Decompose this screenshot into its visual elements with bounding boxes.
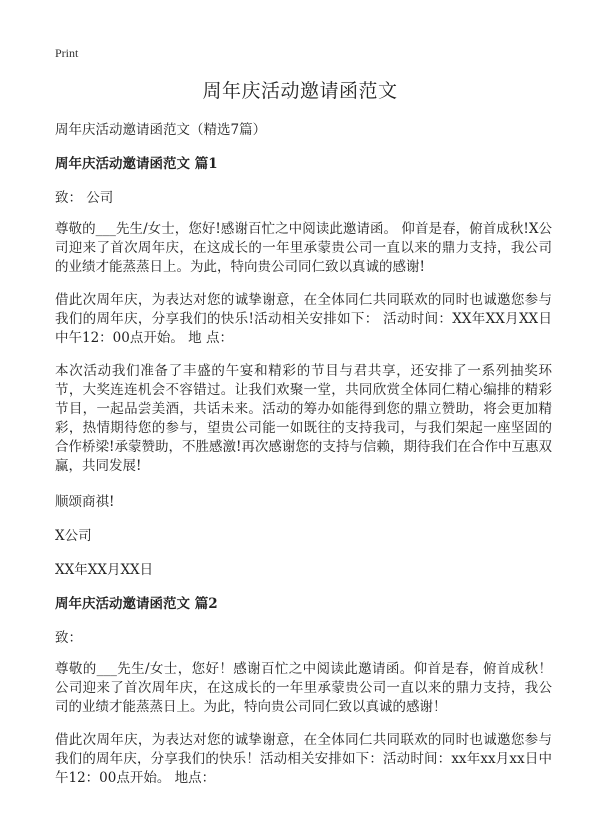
section-heading: 周年庆活动邀请函范文 篇1 <box>55 156 218 172</box>
signature: X公司 <box>55 528 92 544</box>
greeting: 致： <box>55 630 82 646</box>
print-link[interactable]: Print <box>55 46 79 60</box>
paragraph: 借此次周年庆，为表达对您的诚挚谢意，在全体同仁共同联欢的同时也诚邀您参与我们的周年庆，分享我们的快乐！活动相关安排如下：活动时间：xx年xx月xx日中午12：00点开始。 地点： <box>55 732 552 786</box>
document-body <box>55 118 552 802</box>
closing: 顺颂商祺! <box>55 494 115 510</box>
paragraph: 借此次周年庆，为表达对您的诚挚谢意，在全体同仁共同联欢的同时也诚邀您参与我们的周年庆，分享我们的快乐!活动相关安排如下： 活动时间：XX年XX月XX日中午12：00点开始。 地 点： <box>55 292 552 346</box>
paragraph: 尊敬的___先生/女士，您好！感谢百忙之中阅读此邀请函。仰首是春，俯首成秋！公司迎来了首次周年庆，在这成长的一年里承蒙贵公司一直以来的鼎力支持，我公司的业绩才能蒸蒸日上。为此，特向贵公司同仁致以真诚的感谢！ <box>55 661 552 715</box>
letter-date: XX年XX月XX日 <box>55 562 154 578</box>
document-title: 周年庆活动邀请函范文 <box>202 80 398 102</box>
greeting: 致： 公司 <box>55 190 114 206</box>
paragraph: 尊敬的___先生/女士，您好!感谢百忙之中阅读此邀请函。 仰首是春，俯首成秋!X公司迎来了首次周年庆，在这成长的一年里承蒙贵公司一直以来的鼎力支持，我公司的业绩才能蒸蒸日上。为此，特向贵公司同仁致以真诚的感谢! <box>55 221 552 275</box>
document-subtitle: 周年庆活动邀请函范文（精选7篇） <box>55 122 267 138</box>
section-heading: 周年庆活动邀请函范文 篇2 <box>55 596 218 612</box>
paragraph: 本次活动我们准备了丰盛的午宴和精彩的节目与君共享，还安排了一系列抽奖环节，大奖连连机会不容错过。让我们欢聚一堂，共同欣赏全体同仁精心编排的精彩节目，一起品尝美酒，共话未来。活动的筹办如能得到您的鼎立赞助，将会更加精彩，热情期待您的参与，望贵公司能一如既往的支持我司，与我们架起一座坚固的合作桥梁!承蒙赞助，不胜感激!再次感谢您的支持与信赖，期待我们在合作中互惠双赢，共同发展! <box>55 363 552 474</box>
